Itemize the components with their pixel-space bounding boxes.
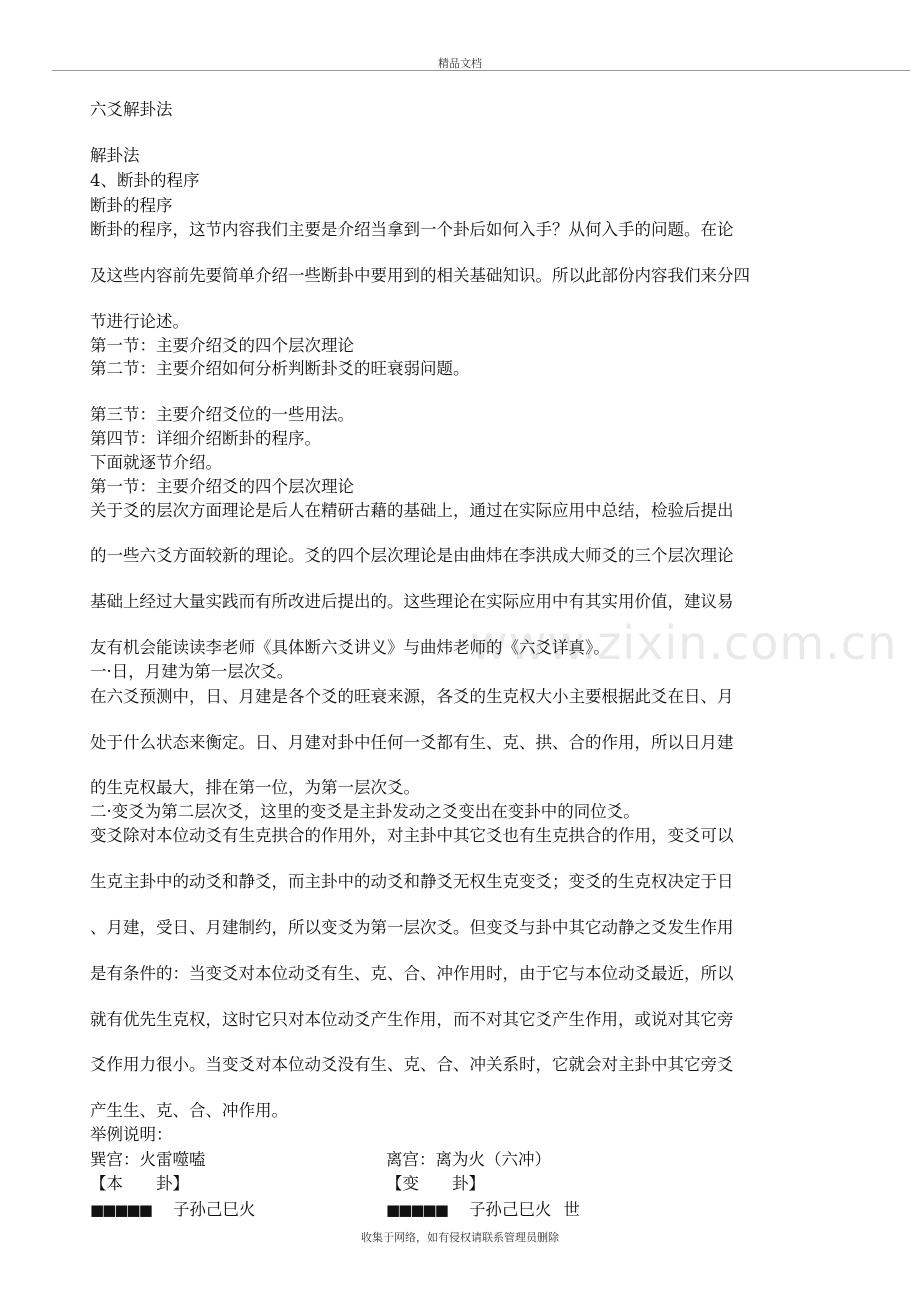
paragraph-line: 二·变爻为第二层次爻，这里的变爻是主卦发动之爻变出在变卦中的同位爻。 [90, 802, 640, 821]
paragraph-line: 一·日，月建为第一层次爻。 [90, 662, 294, 681]
section-heading: 4、断卦的程序 [90, 171, 200, 190]
paragraph-line: 节进行论述。 [90, 312, 189, 331]
page-footer: 收集于网络，如有侵权请联系管理员删除 [361, 1231, 559, 1244]
paragraph-line: 处于什么状态来衡定。日、月建对卦中任何一爻都有生、克、拱、合的作用，所以日月建 [90, 733, 734, 752]
line-label: 子孙己巳火 [172, 1200, 256, 1219]
list-item: 第四节：详细介绍断卦的程序。 [90, 429, 321, 448]
paragraph-line: 是有条件的：当变爻对本位动爻有生、克、合、冲作用时，由于它与本位动爻最近，所以 [90, 964, 734, 983]
changed-hexagram-label: 【变 卦】 [386, 1174, 485, 1193]
section-heading: 第一节：主要介绍爻的四个层次理论 [90, 477, 354, 496]
list-item: 第二节：主要介绍如何分析判断卦爻的旺衰弱问题。 [90, 359, 470, 378]
paragraph-line: 、月建，受日、月建制约，所以变爻为第一层次爻。但变爻与卦中其它动静之爻发生作用 [90, 918, 734, 937]
paragraph-line: 爻作用力很小。当变爻对本位动爻没有生、克、合、冲关系时，它就会对主卦中其它旁爻 [90, 1055, 734, 1074]
paragraph-line: 就有优先生克权，这时它只对本位动爻产生作用，而不对其它爻产生作用，或说对其它旁 [90, 1010, 734, 1029]
paragraph-line: 断卦的程序，这节内容我们主要是介绍当拿到一个卦后如何入手？从何入手的问题。在论 [90, 220, 734, 239]
paragraph-line: 产生生、克、合、冲作用。 [90, 1101, 288, 1120]
paragraph-line: 基础上经过大量实践而有所改进后提出的。这些理论在实际应用中有其实用价值，建议易 [90, 592, 734, 611]
paragraph-line: 变爻除对本位动爻有生克拱合的作用外，对主卦中其它爻也有生克拱合的作用，变爻可以 [90, 826, 734, 845]
header-divider [52, 70, 910, 71]
section-heading: 断卦的程序 [90, 196, 173, 215]
paragraph-line: 的生克权最大，排在第一位，为第一层次爻。 [90, 778, 420, 797]
paragraph-line: 举例说明： [90, 1125, 173, 1144]
line-label: 子孙己巳火 [468, 1200, 552, 1219]
main-hexagram-title: 巽宫：火雷噬嗑 [90, 1150, 206, 1169]
watermark: www.zixin.com.cn [470, 616, 898, 670]
paragraph-line: 友有机会能读读李老师《具体断六爻讲义》与曲炜老师的《六爻详真》。 [90, 638, 610, 657]
paragraph-line: 的一些六爻方面较新的理论。爻的四个层次理论是由曲炜在李洪成大师爻的三个层次理论 [90, 546, 734, 565]
list-item: 第三节：主要介绍爻位的一些用法。 [90, 405, 354, 424]
main-hexagram-label: 【本 卦】 [90, 1174, 189, 1193]
section-heading: 解卦法 [90, 146, 140, 165]
paragraph-line: 及这些内容前先要简单介绍一些断卦中要用到的相关基础知识。所以此部份内容我们来分四 [90, 266, 750, 285]
list-item: 第一节：主要介绍爻的四个层次理论 [90, 336, 354, 355]
document-title: 六爻解卦法 [90, 100, 173, 119]
shi-marker: 世 [563, 1200, 580, 1219]
paragraph-line: 生克主卦中的动爻和静爻，而主卦中的动爻和静爻无权生克变爻；变爻的生克权决定于日 [90, 872, 734, 891]
paragraph-line: 在六爻预测中，日、月建是各个爻的旺衰来源，各爻的生克权大小主要根据此爻在日、月 [90, 687, 734, 706]
yang-line-bar: ■■■■■ [90, 1201, 151, 1219]
page-header: 精品文档 [438, 57, 482, 70]
paragraph-line: 关于爻的层次方面理论是后人在精研古藉的基础上，通过在实际应用中总结，检验后提出 [90, 501, 734, 520]
yang-line-bar: ■■■■■ [386, 1201, 447, 1219]
changed-hexagram-line [386, 1199, 580, 1221]
paragraph-line: 下面就逐节介绍。 [90, 453, 222, 472]
main-hexagram-line [90, 1199, 255, 1221]
changed-hexagram-title: 离宫：离为火（六冲） [386, 1150, 551, 1169]
